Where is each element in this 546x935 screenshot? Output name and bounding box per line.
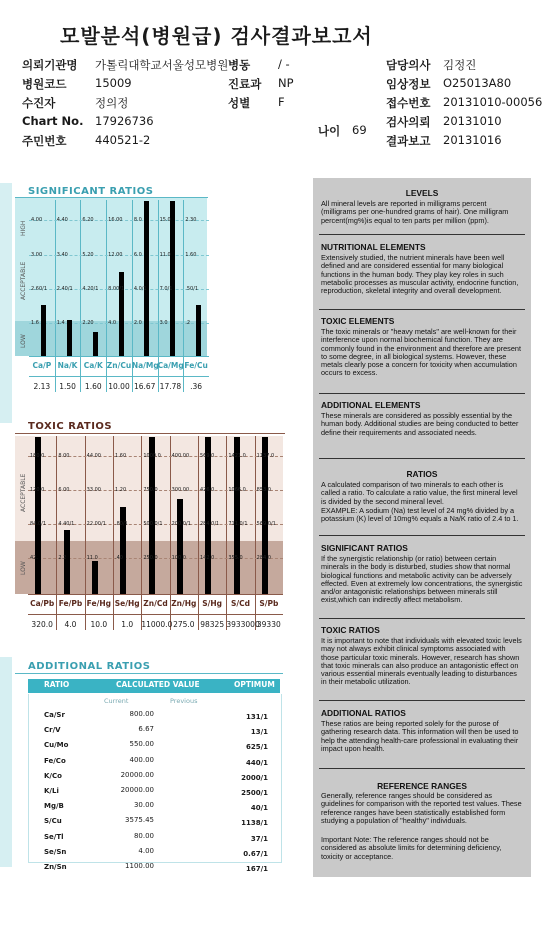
significant-ratios-text: If the synergistic relationship (or ratio) between certain minerals in the body is disturbed, studies show that normal biological functions and metabolic activity can be adversely effected. Even at extremely low concentrations, the synergistic and/or antagonistic relationships between minerals still exist,which can indirectly affect metabolism.: [321, 554, 523, 605]
category-label: Ca/P: [32, 361, 52, 370]
divider: [319, 234, 525, 235]
header-right-value-3: 20131010: [443, 114, 502, 128]
chart-baseline: [28, 594, 283, 595]
tick-label: 300.00: [171, 487, 190, 493]
optimum-value: 2000/1: [241, 773, 268, 782]
tick-label: 569.0/1: [256, 521, 276, 527]
value-label: 3933000: [226, 620, 260, 629]
category-label: Ca/Mg: [157, 361, 184, 370]
tick-label: 2.0: [133, 320, 142, 326]
tick-label: 15.0: [159, 217, 171, 223]
header-mid-value-1: NP: [278, 76, 294, 90]
tick-label: 84.0/1: [30, 521, 46, 527]
bar-zn-cd: [149, 437, 155, 594]
tick-label: 3.00: [31, 252, 43, 258]
tick-label: 400.00: [171, 453, 190, 459]
tick-label: 11.0: [159, 252, 171, 258]
category-label: Fe/Cu: [184, 361, 208, 370]
age-label: 나이: [318, 124, 341, 138]
value-label: 11000.0: [141, 620, 173, 629]
significant-ratios-title: SIGNIFICANT RATIOS: [28, 186, 154, 197]
tick-label: 1.20: [115, 487, 127, 493]
bar-na-mg: [144, 201, 149, 356]
header-label-2: 수진자: [22, 96, 56, 110]
tick-label: 4.0/1: [133, 286, 147, 292]
additional-table-header: [28, 679, 280, 693]
divider: [319, 309, 525, 310]
bar-s-cd: [234, 437, 240, 594]
tick-label: 4.20/1: [82, 286, 99, 292]
ratio-name: Mg/B: [44, 802, 64, 811]
divider: [319, 393, 525, 394]
toxic-axis-acceptable-label: ACCEPTABLE: [20, 473, 27, 512]
levels-heading: LEVELS: [405, 188, 439, 198]
tick-label: 42.: [30, 555, 38, 561]
additional-ratios-text: These ratios are being reported solely for the purose of gathering research data. This information will then be used to help the attending health-care professional in evaluating their impact upon health.: [321, 719, 519, 753]
divider: [319, 768, 525, 769]
header-mid-value-2: F: [278, 95, 285, 109]
optimum-value: 131/1: [245, 713, 268, 721]
tick-label: 5.20: [82, 252, 94, 258]
current-value: 400.00: [129, 755, 154, 764]
tick-label: 11.0: [86, 555, 98, 561]
tick-label: 1.60: [115, 453, 127, 459]
value-label: 10.0: [90, 620, 108, 629]
value-label: 1.60: [84, 382, 102, 391]
ratio-name: Se/Tl: [44, 832, 64, 841]
value-label: 275.0: [173, 620, 195, 629]
ratio-name: Fe/Co: [44, 756, 66, 765]
axis-acceptable-label: ACCEPTABLE: [20, 261, 27, 300]
divider: [319, 700, 525, 701]
tick-label: 7.0/1: [159, 286, 173, 292]
category-label: Zn/Cu: [106, 361, 132, 370]
current-value: 4.00: [138, 846, 154, 855]
ratio-name: K/Li: [44, 787, 59, 795]
header-optimum: OPTIMUM: [234, 680, 275, 689]
bar-s-pb: [262, 437, 268, 594]
category-label: Se/Hg: [114, 599, 140, 608]
header-mid-value-0: / -: [278, 57, 290, 71]
tick-label: 1.4: [56, 320, 65, 326]
category-label: S/Hg: [202, 599, 223, 608]
divider: [319, 458, 525, 459]
tick-label: 12.00: [108, 252, 123, 258]
tick-label: 2.30: [185, 217, 197, 223]
levels-text: All mineral levels are reported in milligrams percent (milligrams per one-hundred grams of hair). One milligram percent(mg%)is equal to ten parts per million (ppm).: [321, 199, 509, 225]
category-label: S/Pb: [259, 599, 279, 608]
tick-label: 1066.0: [228, 487, 246, 493]
tick-label: 6.20: [82, 217, 94, 223]
reference-ranges-note: Important Note: The reference ranges should not be considered as absolute limits for determining deficiency, toxicity or acceptance.: [321, 835, 502, 861]
bar-ca-mg: [170, 201, 175, 356]
optimum-value: 13/1: [250, 728, 268, 737]
left-margin-band-2: [0, 657, 12, 867]
additional-ratios-title: ADDITIONAL RATIOS: [28, 661, 151, 672]
tick-label: 426.0: [200, 487, 215, 493]
toxic-ratios-heading: TOXIC RATIOS: [321, 625, 380, 635]
axis-low-label: LOW: [20, 334, 27, 348]
tick-label: 200.0/1: [171, 521, 191, 527]
header-right-value-1: O25013A80: [443, 76, 512, 90]
tick-label: 8.00: [58, 453, 70, 459]
header-ratio: RATIO: [44, 680, 70, 689]
ratio-name: Zn/Sn: [44, 863, 67, 871]
tick-label: 1000.0: [143, 453, 161, 459]
ratio-name: Ca/Sr: [44, 711, 65, 719]
header-right-label-2: 접수번호: [386, 96, 431, 110]
header-value-2: 정의정: [95, 96, 129, 110]
tick-label: .2: [185, 320, 191, 326]
tick-label: 2.60/1: [31, 286, 47, 292]
nutritional-heading: NUTRITIONAL ELEMENTS: [321, 242, 426, 252]
tick-label: 16.00: [108, 217, 123, 223]
current-value: 20000.00: [120, 770, 154, 779]
tick-label: 2.2: [58, 555, 67, 561]
header-right-label-4: 결과보고: [386, 134, 431, 148]
bar-ca-pb: [35, 437, 41, 594]
tick-label: .40: [115, 555, 123, 561]
tick-label: .50/1: [185, 286, 199, 292]
left-margin-band: [0, 183, 12, 423]
ratio-name: K/Co: [44, 771, 62, 780]
bar-fe-cu: [196, 305, 201, 356]
tick-label: 853.0: [256, 487, 271, 493]
reference-panel: [313, 178, 531, 877]
ratio-name: Cr/V: [44, 726, 61, 735]
tick-label: 8.00/1: [108, 286, 125, 292]
tick-label: 6.0: [133, 252, 142, 258]
bar-s-hg: [205, 437, 211, 594]
tick-label: 1421.0: [228, 453, 246, 459]
optimum-value: 2500/1: [241, 789, 268, 797]
optimum-value: 167/1: [245, 865, 268, 873]
tick-label: 284.0: [256, 555, 271, 561]
tick-label: 355.0: [228, 555, 243, 561]
value-label: 17.78: [159, 382, 182, 391]
header-right-label-3: 검사의뢰: [386, 115, 431, 129]
header-right-value-0: 김정진: [443, 58, 477, 72]
value-label: 98325: [200, 620, 225, 629]
divider: [319, 618, 525, 619]
optimum-value: 625/1: [245, 743, 268, 752]
tick-label: .80/1: [115, 521, 128, 527]
current-value: 550.00: [129, 740, 154, 749]
header-current: Current: [104, 697, 129, 705]
header-value-0: 가톨릭대학교서울성모병원: [95, 58, 229, 72]
toxic-axis-low-label: LOW: [20, 561, 27, 575]
page-title: 모발분석(병원급) 검사결과보고서: [60, 24, 373, 48]
value-label: 1.50: [59, 382, 76, 391]
tick-label: 284.0/1: [200, 521, 220, 527]
tick-label: 33.00: [86, 487, 101, 493]
category-label: Fe/Pb: [58, 599, 83, 608]
tick-label: 44.00: [86, 453, 101, 459]
current-value: 1100.00: [125, 862, 154, 870]
divider: [319, 535, 525, 536]
tick-label: 2.40/1: [56, 286, 73, 292]
tick-label: 4.0: [108, 320, 117, 326]
chart-baseline: [29, 356, 209, 357]
toxic-ratios-title: TOXIC RATIOS: [28, 421, 113, 432]
optimum-value: 37/1: [250, 834, 268, 843]
header-label-3: Chart No.: [22, 114, 84, 128]
reference-ranges-heading: REFERENCE RANGES: [377, 781, 467, 791]
category-label: Ca/K: [83, 361, 103, 370]
tick-label: 180.0: [30, 453, 45, 459]
category-row-rule: [29, 376, 209, 377]
toxic-elements-text: The toxic minerals or "heavy metals" are well-known for their interference upon normal biochemical function. They are commonly found in the environment and therefore are present to some degree, in all biological systems. However, these metals clearly pose a concern for toxicity when accumulation occurs to excess.: [321, 327, 521, 378]
header-label-1: 병원코드: [22, 77, 67, 91]
category-label: Na/K: [57, 361, 78, 370]
toxic-elements-heading: TOXIC ELEMENTS: [321, 316, 395, 326]
value-label: 10.00: [108, 382, 130, 391]
category-label: Fe/Hg: [86, 599, 111, 608]
tick-label: 4.40: [56, 217, 68, 223]
nutritional-text: Extensively studied, the nutrient minerals have been well defined and are considered essential for many biological functions in the human body. They play key roles in such metabolic processes as muscular activity, endocrine function, reproduction, skeletal integrity and overall development.: [321, 253, 519, 296]
tick-label: 1137.0: [256, 453, 275, 459]
tick-label: 142.0: [200, 555, 215, 561]
tick-label: 3.40: [56, 252, 68, 258]
optimum-value: 1138/1: [241, 819, 268, 828]
header-label-0: 의뢰기관명: [22, 58, 78, 72]
value-label: 4.0: [64, 620, 77, 629]
optimum-value: 0.67/1: [243, 849, 268, 858]
value-label: 1.0: [121, 620, 134, 629]
tick-label: 4.40/1: [58, 521, 75, 527]
tick-label: 100.0: [171, 555, 186, 561]
tick-label: 711.0/1: [228, 521, 248, 527]
current-value: 6.67: [138, 725, 154, 734]
header-mid-label-0: 병동: [228, 58, 251, 72]
value-label: 2.13: [33, 382, 51, 391]
ratio-name: Se/Sn: [44, 847, 67, 856]
bar-fe-pb: [64, 530, 70, 594]
tick-label: 569.0: [200, 453, 215, 459]
additional-elements-text: These minerals are considered as possibly essential by the human body. Additional studies are being conducted to better define their requirements and associated needs.: [321, 411, 519, 437]
header-right-value-2: 20131010-00056: [443, 95, 543, 109]
header-right-label-1: 임상정보: [386, 77, 431, 91]
optimum-value: 440/1: [245, 758, 268, 767]
significant-ratios-heading: SIGNIFICANT RATIOS: [321, 543, 408, 553]
tick-label: 2.20: [82, 320, 94, 326]
value-label: 39330: [256, 620, 281, 629]
value-label: .36: [190, 382, 203, 391]
reference-ranges-text: Generally, reference ranges should be considered as guidelines for comparison with the reported test values. These reference ranges have been statistically established form studying a population of "healthy" individuals.: [321, 791, 522, 825]
ratios-heading: RATIOS: [406, 469, 438, 479]
tick-label: 750.0: [143, 487, 158, 493]
current-value: 30.00: [133, 801, 154, 810]
current-value: 80.00: [133, 831, 154, 840]
ratio-name: S/Cu: [44, 817, 62, 826]
bar-zn-hg: [177, 499, 183, 595]
header-right-label-0: 담당의사: [386, 58, 431, 72]
age-value: 69: [352, 123, 367, 137]
ratios-example: EXAMPLE: A sodium (Na) test level of 24 mg% divided by a potassium (K) level of 10mg% equals a Na/K ratio of 2.4 to 1.: [321, 506, 519, 524]
current-value: 20000.00: [120, 786, 154, 794]
value-label: 16.67: [133, 382, 156, 391]
tick-label: 3.0: [159, 320, 168, 326]
category-row-rule: [28, 614, 283, 615]
category-label: Na/Mg: [131, 361, 159, 370]
category-label: Ca/Pb: [30, 599, 55, 608]
tick-label: 1.6: [31, 320, 39, 326]
additional-top-rule: [15, 673, 283, 674]
toxic-top-rule: [15, 433, 285, 434]
axis-high-label: HIGH: [20, 220, 27, 236]
header-calculated-value: CALCULATED VALUE: [116, 680, 200, 689]
header-mid-label-2: 성별: [228, 96, 251, 110]
header-label-4: 주민번호: [22, 134, 67, 148]
tick-label: 6.00: [58, 487, 70, 493]
header-right-value-4: 20131016: [443, 133, 502, 147]
current-value: 800.00: [129, 710, 154, 718]
header-value-4: 440521-2: [95, 133, 151, 147]
bar-ca-k: [93, 332, 98, 356]
tick-label: 250.0: [143, 555, 158, 561]
tick-label: 4.00: [31, 217, 43, 223]
current-value: 3575.45: [125, 816, 154, 825]
header-previous: Previous: [170, 697, 198, 705]
tick-label: 120.0: [30, 487, 45, 493]
header-mid-label-1: 진료과: [228, 77, 262, 91]
tick-label: 22.00/1: [86, 521, 106, 527]
bar-na-k: [67, 320, 72, 356]
header-value-1: 15009: [95, 76, 132, 90]
ratios-text: A calculated comparison of two minerals to each other is called a ratio. To calculate a ratio value, the first mineral level is divided by the second mineral level.: [321, 480, 518, 506]
toxic-ratios-text: It is important to note that individuals with elevated toxic levels may not always exhibit clinical symptoms associated with those particular toxic minerals. However, research has shown that toxic minerals can also produce an antagonistic effect on various essential minerals eventually leading to disturbances in their metabolic utilization.: [321, 636, 522, 687]
category-label: Zn/Cd: [143, 599, 168, 608]
optimum-value: 40/1: [250, 804, 268, 813]
bar-ca-p: [41, 305, 46, 356]
tick-label: 8.0: [133, 217, 142, 223]
header-value-3: 17926736: [95, 114, 154, 128]
bar-fe-hg: [92, 561, 98, 594]
category-label: S/Cd: [230, 599, 250, 608]
bar-zn-cu: [119, 272, 124, 356]
tick-label: 500.0/1: [143, 521, 163, 527]
ratio-name: Cu/Mo: [44, 741, 69, 750]
category-label: Zn/Hg: [171, 599, 197, 608]
tick-label: 1.60: [185, 252, 197, 258]
additional-elements-heading: ADDITIONAL ELEMENTS: [321, 400, 421, 410]
additional-ratios-heading: ADDITIONAL RATIOS: [321, 708, 406, 718]
value-label: 320.0: [31, 620, 53, 629]
